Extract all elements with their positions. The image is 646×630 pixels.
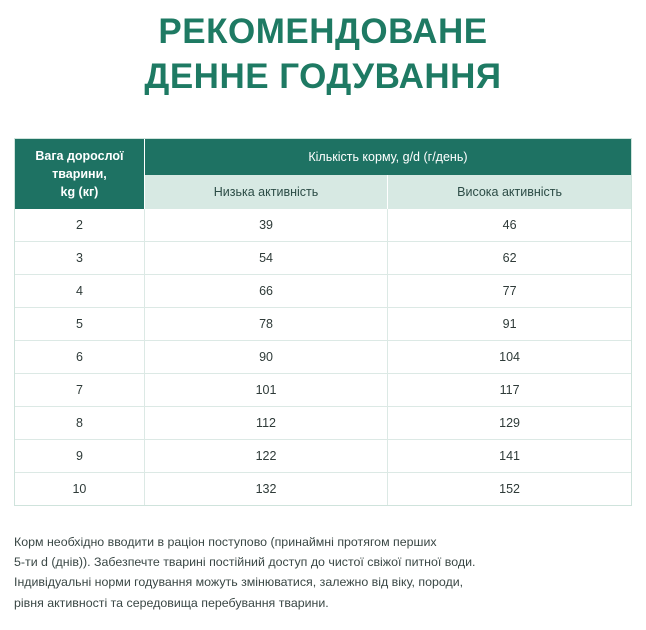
- cell-high: 129: [388, 406, 631, 439]
- table-header-row-main: [15, 139, 631, 175]
- cell-low: 112: [144, 406, 387, 439]
- cell-weight: 5: [15, 307, 144, 340]
- table-row: [15, 209, 631, 242]
- cell-low: 54: [144, 241, 387, 274]
- cell-high: 104: [388, 340, 631, 373]
- table-row: [15, 307, 631, 340]
- header-high-activity: Висока активність: [388, 175, 631, 209]
- header-weight-line-2: тварини,: [52, 166, 107, 181]
- table-row: [15, 373, 631, 406]
- feeding-note-line-4: рівня активності та середовища перебування тварини.: [14, 595, 329, 610]
- cell-weight: 3: [15, 241, 144, 274]
- table-row: [15, 340, 631, 373]
- page-title: [0, 0, 646, 100]
- cell-high: 117: [388, 373, 631, 406]
- cell-high: 152: [499, 481, 521, 496]
- feeding-table-container: [14, 138, 632, 506]
- header-amount: Кількість корму, g/d (г/день): [144, 139, 631, 175]
- header-weight: [15, 139, 144, 209]
- feeding-note-line-2: 5-ти d (днів)). Забезпечте тварині постійний доступ до чистої свіжої питної води.: [14, 555, 476, 570]
- cell-high: 46: [388, 209, 631, 242]
- cell-weight: 9: [15, 439, 144, 472]
- page-title-line-1: РЕКОМЕНДОВАНЕ: [158, 12, 488, 51]
- cell-high: 62: [388, 241, 631, 274]
- cell-weight: 2: [15, 209, 144, 242]
- table-header: [15, 139, 631, 209]
- cell-high: 91: [388, 307, 631, 340]
- cell-low: 90: [144, 340, 387, 373]
- table-row: [15, 439, 631, 472]
- cell-high: 141: [388, 439, 631, 472]
- cell-low: 39: [144, 209, 387, 242]
- cell-low: 132: [144, 472, 387, 505]
- feeding-table: [15, 139, 631, 505]
- header-weight-line-3: kg (кг): [60, 184, 99, 199]
- feeding-note-line-3: Індивідуальні норми годування можуть змінюватися, залежно від віку, породи,: [14, 575, 464, 590]
- feeding-note-line-1: Корм необхідно вводити в раціон поступово (принаймні протягом перших: [14, 534, 437, 549]
- cell-low: 122: [144, 439, 387, 472]
- table-row: [15, 472, 631, 505]
- table-row: [15, 406, 631, 439]
- cell-low: 101: [144, 373, 387, 406]
- cell-weight: 6: [15, 340, 144, 373]
- table-row: [15, 274, 631, 307]
- header-low-activity: Низька активність: [144, 175, 387, 209]
- cell-weight: 4: [15, 274, 144, 307]
- page-title-line-2: ДЕННЕ ГОДУВАННЯ: [144, 56, 502, 96]
- table-row: [15, 241, 631, 274]
- cell-weight: 10: [15, 472, 144, 505]
- cell-low: 78: [144, 307, 387, 340]
- cell-low: 66: [144, 274, 387, 307]
- cell-high: 77: [388, 274, 631, 307]
- table-body: [15, 209, 631, 505]
- header-weight-line-1: Вага дорослої: [35, 148, 124, 163]
- feeding-note: [14, 532, 632, 613]
- cell-weight: 7: [15, 373, 144, 406]
- cell-weight: 8: [15, 406, 144, 439]
